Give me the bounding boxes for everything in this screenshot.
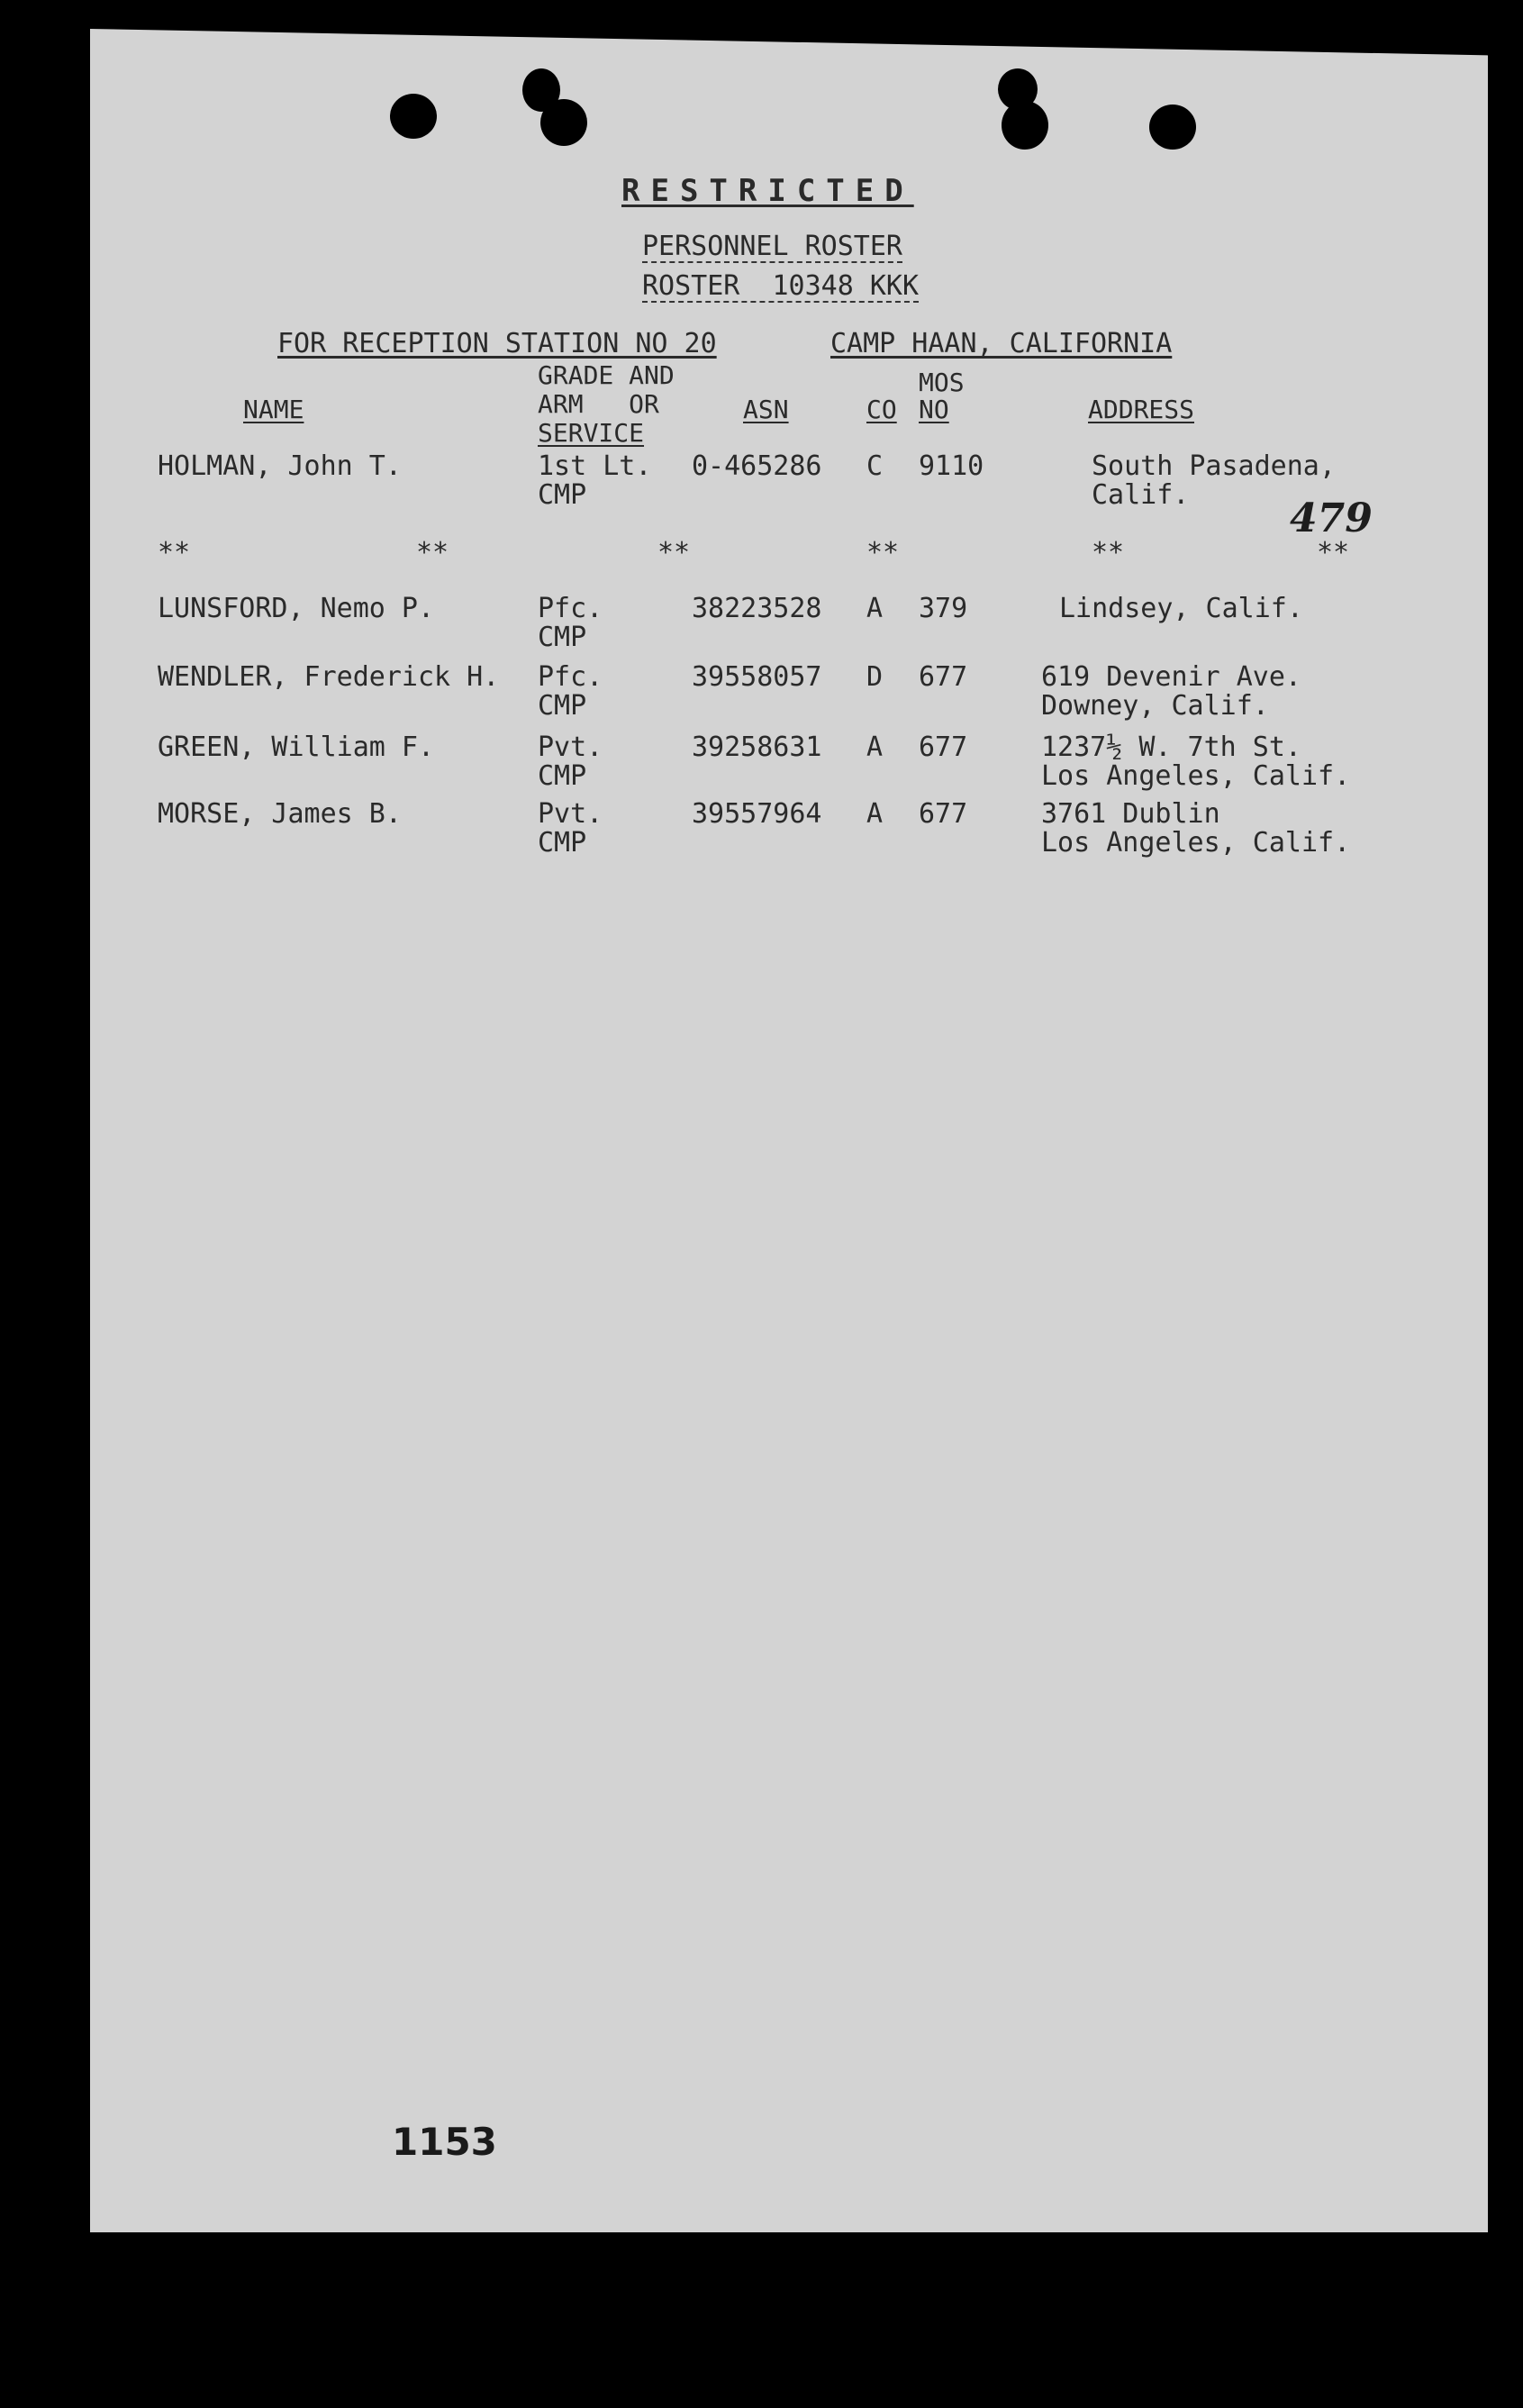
row-address-2: Los Angeles, Calif. [1041,827,1351,859]
roster-title: PERSONNEL ROSTER [642,231,902,262]
row-service: CMP [538,690,587,722]
row-address-1: Lindsey, Calif. [1059,593,1303,624]
punch-hole [1149,104,1196,150]
column-header-name: NAME [243,395,304,424]
row-mos: 677 [919,798,968,830]
column-header-mos-2: NO [919,395,949,424]
handwritten-page-number: 479 [1290,495,1373,541]
row-asn: 39557964 [692,798,822,830]
column-header-grade-1: GRADE AND [538,360,675,390]
row-co: C [866,450,884,482]
row-service: CMP [538,622,587,653]
column-header-grade-2: ARM OR [538,389,659,419]
roster-number: ROSTER 10348 KKK [642,270,920,302]
punch-hole [390,94,437,139]
stamped-number: 1153 [392,2120,497,2164]
row-service: CMP [538,760,587,792]
row-grade: Pfc. [538,593,603,624]
row-asn: 39558057 [692,661,822,693]
row-name: LUNSFORD, Nemo P. [158,593,435,624]
column-header-grade-3: SERVICE [538,418,645,448]
row-co: A [866,798,884,830]
separator-stars: ** [657,537,691,568]
row-co: D [866,661,884,693]
punch-hole [1002,101,1048,150]
column-header-co: CO [866,395,897,424]
column-header-address: ADDRESS [1088,395,1195,424]
row-grade: Pvt. [538,731,603,763]
row-address-1: South Pasadena, [1092,450,1336,482]
row-asn: 39258631 [692,731,822,763]
separator-stars: ** [158,537,191,568]
row-address-1: 619 Devenir Ave. [1041,661,1301,693]
row-co: A [866,593,884,624]
row-service: CMP [538,479,587,511]
punch-hole [540,99,587,146]
row-grade: Pfc. [538,661,603,693]
row-grade: Pvt. [538,798,603,830]
separator-stars: ** [416,537,449,568]
separator-stars: ** [866,537,900,568]
station-line: FOR RECEPTION STATION NO 20 [277,328,717,359]
separator-stars: ** [1317,537,1350,568]
row-name: MORSE, James B. [158,798,402,830]
row-grade: 1st Lt. [538,450,652,482]
row-address-1: 3761 Dublin [1041,798,1220,830]
row-service: CMP [538,827,587,859]
row-mos: 677 [919,731,968,763]
row-address-1: 1237½ W. 7th St. [1041,731,1301,763]
classification-heading: RESTRICTED [621,173,914,209]
separator-stars: ** [1092,537,1125,568]
row-asn: 38223528 [692,593,822,624]
row-name: WENDLER, Frederick H. [158,661,500,693]
row-name: HOLMAN, John T. [158,450,402,482]
row-co: A [866,731,884,763]
row-mos: 677 [919,661,968,693]
row-address-2: Los Angeles, Calif. [1041,760,1351,792]
location-line: CAMP HAAN, CALIFORNIA [830,328,1173,359]
row-address-2: Downey, Calif. [1041,690,1269,722]
row-name: GREEN, William F. [158,731,435,763]
column-header-asn: ASN [743,395,789,424]
row-address-2: Calif. [1092,479,1190,511]
row-mos: 379 [919,593,968,624]
row-asn: 0-465286 [692,450,822,482]
column-header-mos-1: MOS [919,368,965,397]
row-mos: 9110 [919,450,984,482]
